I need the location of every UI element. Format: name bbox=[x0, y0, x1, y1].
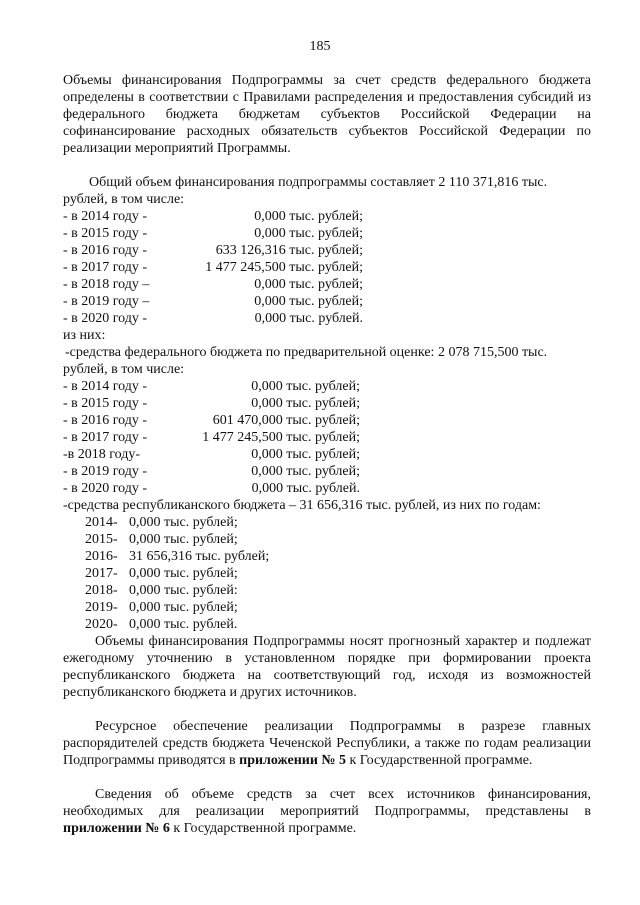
info-paragraph bbox=[63, 786, 591, 837]
year-row bbox=[63, 446, 591, 463]
year-value: 0,000 тыс. рублей; bbox=[129, 515, 238, 530]
republic-section bbox=[63, 497, 591, 633]
year-value: 1 477 245,500 тыс. рублей; bbox=[202, 430, 360, 445]
year-row bbox=[63, 293, 591, 310]
year-value: 0,000 тыс. рублей. bbox=[254, 311, 363, 326]
year-row bbox=[63, 276, 591, 293]
year-value: 0,000 тыс. рублей; bbox=[254, 209, 363, 224]
year-label: - в 2020 году - bbox=[63, 311, 148, 326]
forecast-paragraph: Объемы финансирования Подпрограммы носят прогнозный характер и подлежат ежегодному уточнению в установленном порядке при формировании проекта республиканского бюджета на соответствующий год, исходя из возможностей республиканского бюджета и других источников. bbox=[63, 634, 591, 700]
total-line-2: рублей, в том числе: bbox=[63, 192, 185, 207]
year-value: 0,000 тыс. рублей; bbox=[254, 294, 363, 309]
year-row bbox=[63, 395, 591, 412]
federal-section bbox=[63, 344, 591, 497]
year-row bbox=[63, 548, 591, 565]
year-label: 2017- bbox=[85, 566, 118, 581]
year-row bbox=[63, 582, 591, 599]
resource-text: Ресурсное обеспечение реализации Подпрограммы в разрезе главных распорядителей средств бюджета Чеченской Республики, а также по годам реализации Подпрограммы приводятся в bbox=[63, 719, 591, 768]
year-row bbox=[63, 565, 591, 582]
year-row bbox=[63, 616, 591, 633]
info-text: Сведения об объеме средств за счет всех источников финансирования, необходимых для реализации мероприятий Подпрограммы, представлены в bbox=[63, 787, 591, 819]
appendix-5-ref: приложении № 5 bbox=[239, 753, 346, 768]
federal-line-2: рублей, в том числе: bbox=[63, 362, 185, 377]
republic-year-rows bbox=[63, 514, 591, 633]
year-row bbox=[63, 463, 591, 480]
total-year-rows bbox=[63, 208, 591, 327]
info-tail: к Государственной программе. bbox=[169, 821, 357, 836]
year-value: 0,000 тыс. рублей; bbox=[251, 464, 360, 479]
year-label: 2015- bbox=[85, 532, 118, 547]
year-value: 0,000 тыс. рублей. bbox=[129, 617, 238, 632]
year-value: 0,000 тыс. рублей; bbox=[251, 379, 360, 394]
year-label: 2020- bbox=[85, 617, 118, 632]
year-row bbox=[63, 378, 591, 395]
total-financing-section bbox=[63, 174, 591, 344]
year-label: - в 2020 году - bbox=[63, 481, 148, 496]
year-label: 2019- bbox=[85, 600, 118, 615]
of-them-label: из них: bbox=[63, 328, 106, 343]
year-row bbox=[63, 531, 591, 548]
year-value: 0,000 тыс. рублей; bbox=[129, 532, 238, 547]
year-row bbox=[63, 412, 591, 429]
year-row bbox=[63, 310, 591, 327]
year-row bbox=[63, 225, 591, 242]
year-row bbox=[63, 429, 591, 446]
federal-year-rows bbox=[63, 378, 591, 497]
year-value: 633 126,316 тыс. рублей; bbox=[215, 243, 363, 258]
year-label: 2014- bbox=[85, 515, 118, 530]
year-value: 0,000 тыс. рублей; bbox=[254, 226, 363, 241]
year-row bbox=[63, 259, 591, 276]
year-value: 0,000 тыс. рублей; bbox=[254, 277, 363, 292]
intro-paragraph: Объемы финансирования Подпрограммы за счет средств федерального бюджета определены в соответствии с Правилами распределения и предоставления субсидий из федерального бюджета бюджетам субъектов Российской Федерации на софинансирование расходных обязательств субъектов Российской Федерации по реализации мероприятий Программы. bbox=[63, 73, 591, 156]
year-label: - в 2014 году - bbox=[63, 209, 148, 224]
republic-line-1: -средства республиканского бюджета – 31 656,316 тыс. рублей, из них по годам: bbox=[63, 498, 541, 513]
year-value: 0,000 тыс. рублей; bbox=[251, 447, 360, 462]
year-label: - в 2016 году - bbox=[63, 413, 148, 428]
appendix-6-ref: приложении № 6 bbox=[63, 821, 170, 836]
year-row bbox=[63, 599, 591, 616]
year-label: - в 2017 году - bbox=[63, 260, 148, 275]
page-number: 185 bbox=[309, 39, 331, 54]
year-label: 2018- bbox=[85, 583, 118, 598]
year-label: - в 2015 году - bbox=[63, 396, 148, 411]
year-label: - в 2019 году – bbox=[63, 294, 150, 309]
year-label: - в 2014 году - bbox=[63, 379, 148, 394]
year-label: -в 2018 году- bbox=[63, 447, 141, 462]
year-label: - в 2019 году - bbox=[63, 464, 148, 479]
year-label: - в 2016 году - bbox=[63, 243, 148, 258]
year-value: 601 470,000 тыс. рублей; bbox=[212, 413, 360, 428]
year-row bbox=[63, 208, 591, 225]
federal-line-1: -средства федерального бюджета по предварительной оценке: 2 078 715,500 тыс. bbox=[65, 345, 548, 360]
year-label: - в 2015 году - bbox=[63, 226, 148, 241]
year-value: 0,000 тыс. рублей: bbox=[129, 583, 238, 598]
year-value: 31 656,316 тыс. рублей; bbox=[129, 549, 270, 564]
resource-tail: к Государственной программе. bbox=[346, 753, 533, 768]
year-label: - в 2017 году - bbox=[63, 430, 148, 445]
year-row bbox=[63, 242, 591, 259]
year-label: - в 2018 году – bbox=[63, 277, 150, 292]
year-value: 0,000 тыс. рублей; bbox=[251, 396, 360, 411]
total-line-1: Общий объем финансирования подпрограммы составляет 2 110 371,816 тыс. bbox=[89, 175, 548, 190]
year-row bbox=[63, 480, 591, 497]
year-value: 0,000 тыс. рублей; bbox=[129, 600, 238, 615]
year-row bbox=[63, 514, 591, 531]
year-value: 1 477 245,500 тыс. рублей; bbox=[205, 260, 363, 275]
year-value: 0,000 тыс. рублей. bbox=[251, 481, 360, 496]
resource-paragraph bbox=[63, 718, 591, 769]
year-value: 0,000 тыс. рублей; bbox=[129, 566, 238, 581]
year-label: 2016- bbox=[85, 549, 118, 564]
